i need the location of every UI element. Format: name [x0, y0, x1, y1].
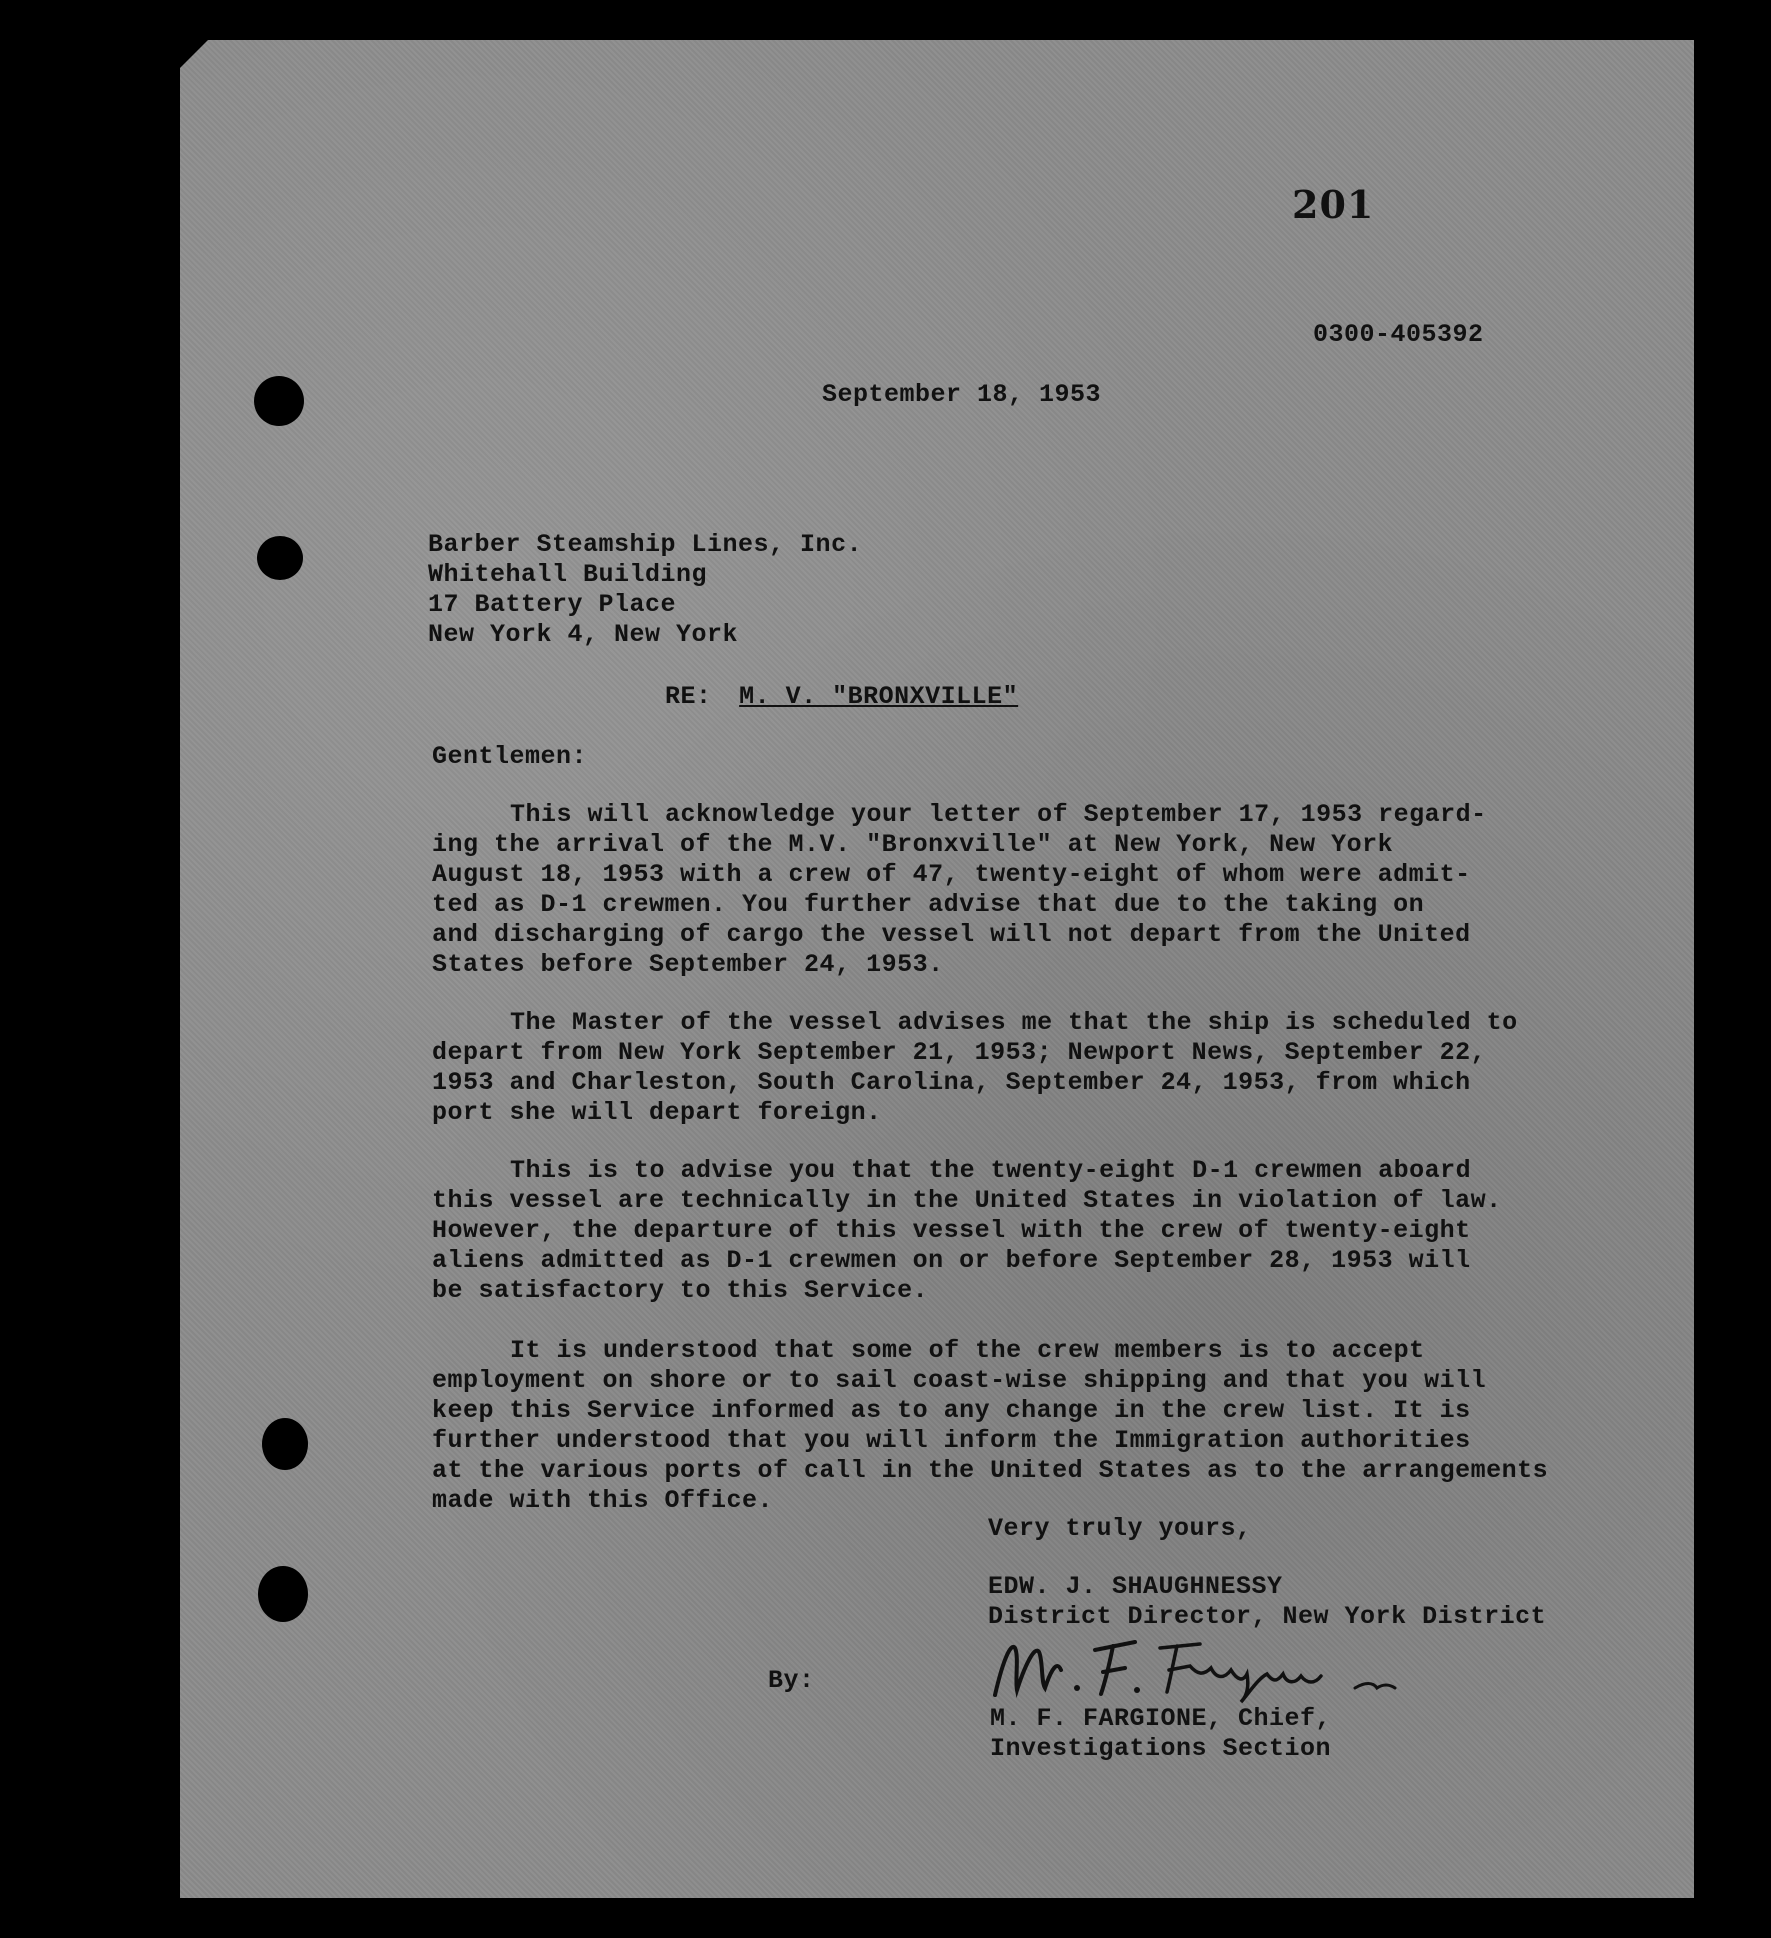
- address-line: 17 Battery Place: [428, 590, 677, 619]
- punch-hole: [257, 536, 303, 580]
- address-line: New York 4, New York: [428, 620, 739, 649]
- closing: Very truly yours,: [988, 1514, 1252, 1543]
- re-subject: M. V. "BRONXVILLE": [739, 682, 1019, 711]
- paragraph-line: further understood that you will inform the Immigration authorities: [432, 1426, 1471, 1455]
- by-label: By:: [768, 1666, 815, 1695]
- paragraph-line: port she will depart foreign.: [432, 1098, 882, 1127]
- paragraph-line: ted as D-1 crewmen. You further advise that due to the taking on: [432, 890, 1425, 919]
- paragraph-line: aliens admitted as D-1 crewmen on or before September 28, 1953 will: [432, 1246, 1471, 1275]
- file-number: 0300-405392: [1313, 320, 1484, 349]
- handwritten-signature: [985, 1630, 1415, 1710]
- re-label: RE:: [665, 682, 712, 711]
- sub-signer-title: Investigations Section: [990, 1734, 1332, 1763]
- paragraph: [432, 1336, 1582, 1516]
- paragraph-line: The Master of the vessel advises me that the ship is scheduled to: [510, 1008, 1518, 1037]
- paragraph-line: 1953 and Charleston, South Carolina, September 24, 1953, from which: [432, 1068, 1471, 1097]
- signer-title: District Director, New York District: [988, 1602, 1547, 1631]
- paragraph-line: keep this Service informed as to any change in the crew list. It is: [432, 1396, 1471, 1425]
- paragraph-line: ing the arrival of the M.V. "Bronxville" at New York, New York: [432, 830, 1394, 859]
- punch-hole: [262, 1418, 308, 1470]
- paragraph-line: this vessel are technically in the United States in violation of law.: [432, 1186, 1502, 1215]
- paragraph-line: This is to advise you that the twenty-eight D-1 crewmen aboard: [510, 1156, 1472, 1185]
- subject-line: [665, 682, 1018, 712]
- salutation: Gentlemen:: [432, 742, 588, 771]
- paragraph-line: However, the departure of this vessel with the crew of twenty-eight: [432, 1216, 1471, 1245]
- paragraph: [432, 800, 1582, 980]
- paragraph-line: This will acknowledge your letter of September 17, 1953 regard-: [510, 800, 1487, 829]
- paragraph: [432, 1008, 1582, 1128]
- paragraph-line: and discharging of cargo the vessel will not depart from the United: [432, 920, 1471, 949]
- paragraph-line: made with this Office.: [432, 1486, 774, 1515]
- address-line: Barber Steamship Lines, Inc.: [428, 530, 863, 559]
- signer-name: EDW. J. SHAUGHNESSY: [988, 1572, 1283, 1601]
- paragraph-line: be satisfactory to this Service.: [432, 1276, 929, 1305]
- paragraph-line: depart from New York September 21, 1953; Newport News, September 22,: [432, 1038, 1487, 1067]
- punch-hole: [254, 376, 304, 426]
- letter-date: September 18, 1953: [822, 380, 1102, 409]
- paragraph-line: at the various ports of call in the United States as to the arrangements: [432, 1456, 1549, 1485]
- address-line: Whitehall Building: [428, 560, 708, 589]
- paragraph-line: employment on shore or to sail coast-wise shipping and that you will: [432, 1366, 1487, 1395]
- recipient-address: [428, 530, 862, 650]
- paragraph-line: August 18, 1953 with a crew of 47, twenty-eight of whom were admit-: [432, 860, 1471, 889]
- punch-hole: [258, 1566, 308, 1622]
- paragraph: [432, 1156, 1582, 1306]
- page-number: 201: [1292, 182, 1375, 227]
- paragraph-line: States before September 24, 1953.: [432, 950, 944, 979]
- paragraph-line: It is understood that some of the crew members is to accept: [510, 1336, 1425, 1365]
- sub-signer-name: M. F. FARGIONE, Chief,: [990, 1704, 1332, 1733]
